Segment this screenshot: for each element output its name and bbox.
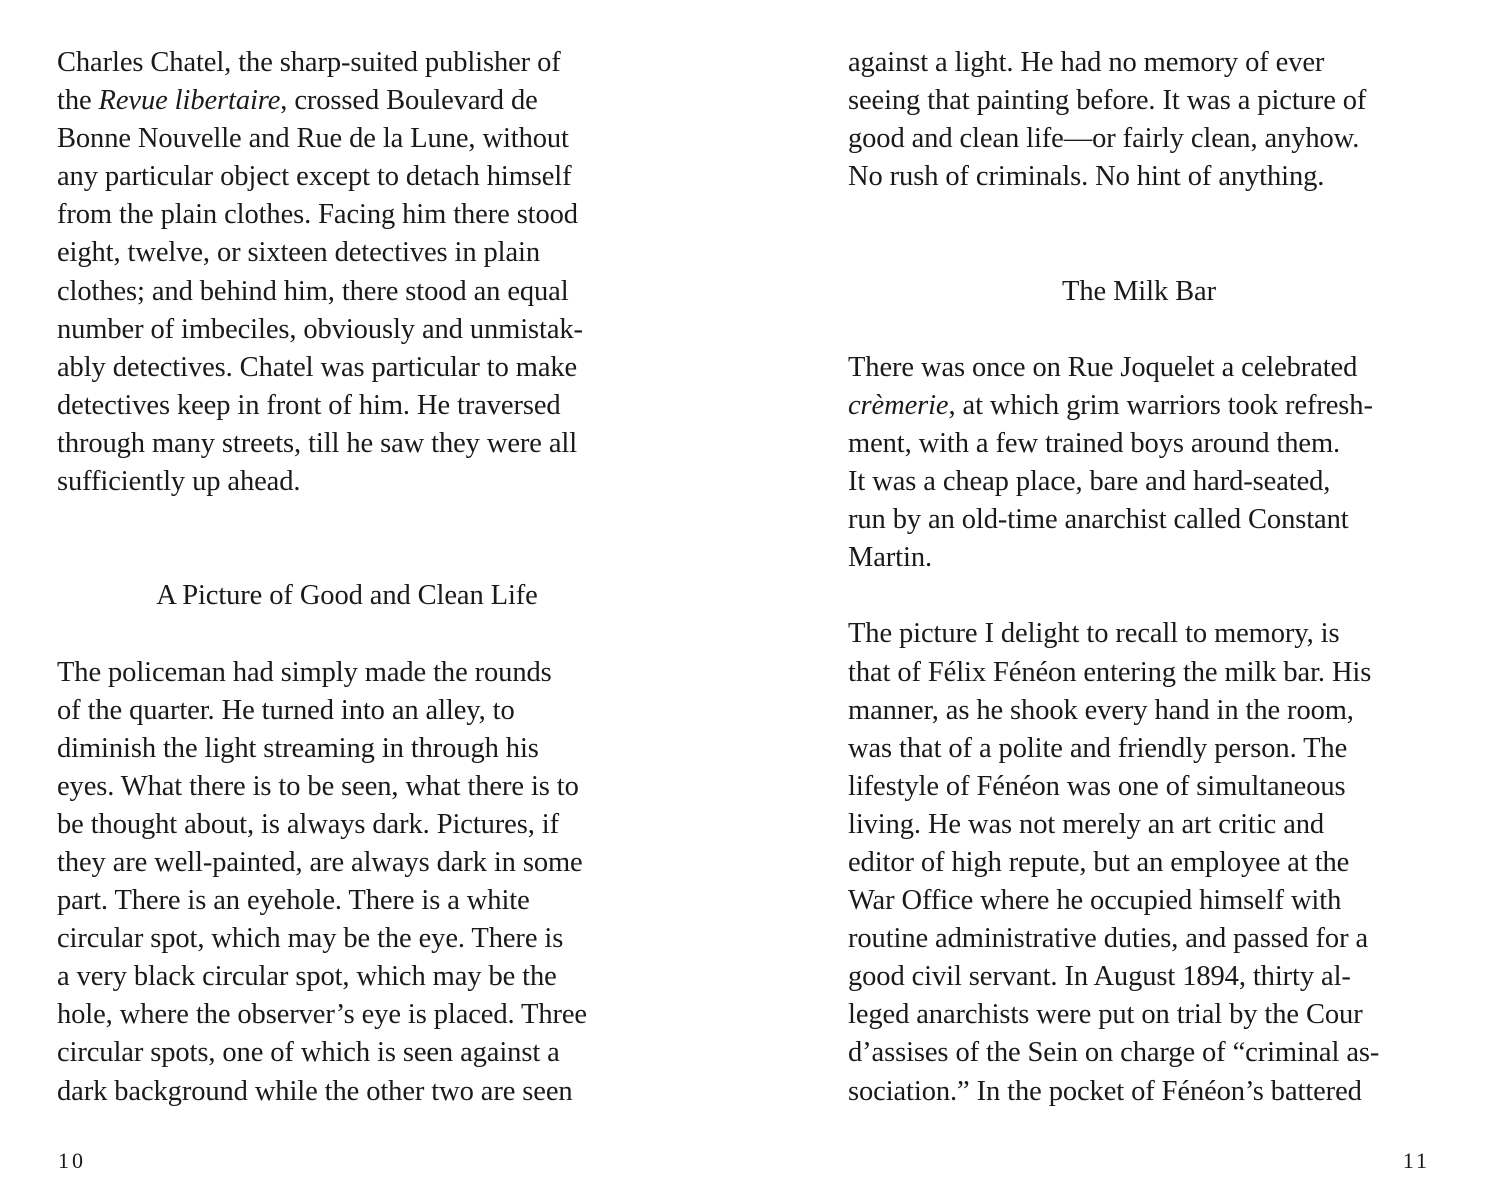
spacer (57, 501, 657, 539)
text-line: editor of high repute, but an employee at the (848, 846, 1350, 878)
text-line: eyes. What there is to be seen, what there is to (57, 770, 579, 802)
spacer (848, 577, 1448, 615)
text-line: circular spots, one of which is seen against a (57, 1037, 560, 1069)
text-line: from the plain clothes. Facing him there stood (57, 199, 578, 231)
paragraph-painting (848, 44, 1448, 196)
paragraph-feneon (848, 615, 1448, 1110)
page-number-left: 10 (58, 1148, 86, 1173)
text-line: any particular object except to detach himself (57, 161, 572, 193)
text-line: good and clean life—or fairly clean, anyhow. (848, 123, 1360, 155)
right-page-text (848, 44, 1448, 1111)
text-line: Bonne Nouvelle and Rue de la Lune, without (57, 123, 569, 155)
text-line: dark background while the other two are seen (57, 1075, 573, 1107)
text-line: part. There is an eyehole. There is a white (57, 885, 530, 917)
spacer (848, 234, 1448, 272)
text-line: run by an old-time anarchist called Constant (848, 504, 1349, 536)
section-heading: The Milk Bar (1062, 275, 1216, 307)
text-line: good civil servant. In August 1894, thirty al- (848, 961, 1351, 993)
text-line: clothes; and behind him, there stood an equal (57, 275, 569, 307)
text-line (57, 82, 657, 120)
text-fragment: , (280, 85, 295, 117)
italic-term: crèmerie (848, 389, 949, 421)
text-line: manner, as he shook every hand in the room, (848, 694, 1354, 726)
spacer (57, 539, 657, 577)
text-line: be thought about, is always dark. Pictures, if (57, 808, 559, 840)
text-line: The picture I delight to recall to memory, is (848, 618, 1340, 650)
paragraph-chatel (57, 44, 657, 501)
text-line: of the quarter. He turned into an alley, to (57, 694, 515, 726)
text-line: leged anarchists were put on trial by the Cour (848, 999, 1363, 1031)
spacer (57, 615, 657, 653)
text-line: detectives keep in front of him. He traversed (57, 389, 561, 421)
left-page-text (57, 44, 657, 1111)
text-line: sufficiently up ahead. (57, 466, 301, 498)
text-line: hole, where the observer’s eye is placed. Three (57, 999, 587, 1031)
text-fragment: crossed Boulevard de (294, 85, 538, 117)
right-page (750, 0, 1500, 1195)
text-line: was that of a polite and friendly person. The (848, 732, 1348, 764)
text-line: War Office where he occupied himself with (848, 885, 1342, 917)
text-line: routine administrative duties, and passed for a (848, 923, 1369, 955)
text-line: living. He was not merely an art critic and (848, 808, 1325, 840)
spacer (848, 311, 1448, 349)
text-fragment: the (57, 85, 99, 117)
spacer (848, 196, 1448, 234)
text-line: eight, twelve, or sixteen detectives in plain (57, 237, 541, 269)
publication-title: Revue libertaire (98, 85, 281, 117)
text-line: lifestyle of Fénéon was one of simultaneous (848, 770, 1346, 802)
text-line: ment, with a few trained boys around them. (848, 427, 1341, 459)
text-line: No rush of criminals. No hint of anything. (848, 161, 1325, 193)
text-line: sociation.” In the pocket of Fénéon’s battered (848, 1075, 1362, 1107)
text-line: The policeman had simply made the rounds (57, 656, 552, 688)
text-line: d’assises of the Sein on charge of “criminal as- (848, 1037, 1380, 1069)
text-line: diminish the light streaming in through his (57, 732, 539, 764)
text-line: a very black circular spot, which may be the (57, 961, 557, 993)
page-number-right: 11 (1402, 1148, 1430, 1173)
text-line: It was a cheap place, bare and hard-seated, (848, 466, 1331, 498)
text-line: number of imbeciles, obviously and unmistak- (57, 313, 583, 345)
paragraph-cremerie (848, 349, 1448, 578)
text-line (848, 387, 1448, 425)
text-fragment: , at which grim warriors took refresh- (948, 389, 1373, 421)
paragraph-policeman (57, 654, 657, 1111)
text-line: There was once on Rue Joquelet a celebrated (848, 351, 1358, 383)
text-line: they are well-painted, are always dark in some (57, 846, 583, 878)
text-line: ably detectives. Chatel was particular to make (57, 351, 578, 383)
text-line: through many streets, till he saw they were all (57, 427, 578, 459)
text-line: seeing that painting before. It was a picture of (848, 85, 1367, 117)
text-line: Martin. (848, 542, 932, 574)
text-line: that of Félix Fénéon entering the milk bar. His (848, 656, 1372, 688)
text-line: against a light. He had no memory of ever (848, 47, 1325, 78)
text-line: Charles Chatel, the sharp-suited publisher of (57, 47, 561, 78)
text-line: circular spot, which may be the eye. There is (57, 923, 564, 955)
section-heading: A Picture of Good and Clean Life (156, 580, 538, 612)
